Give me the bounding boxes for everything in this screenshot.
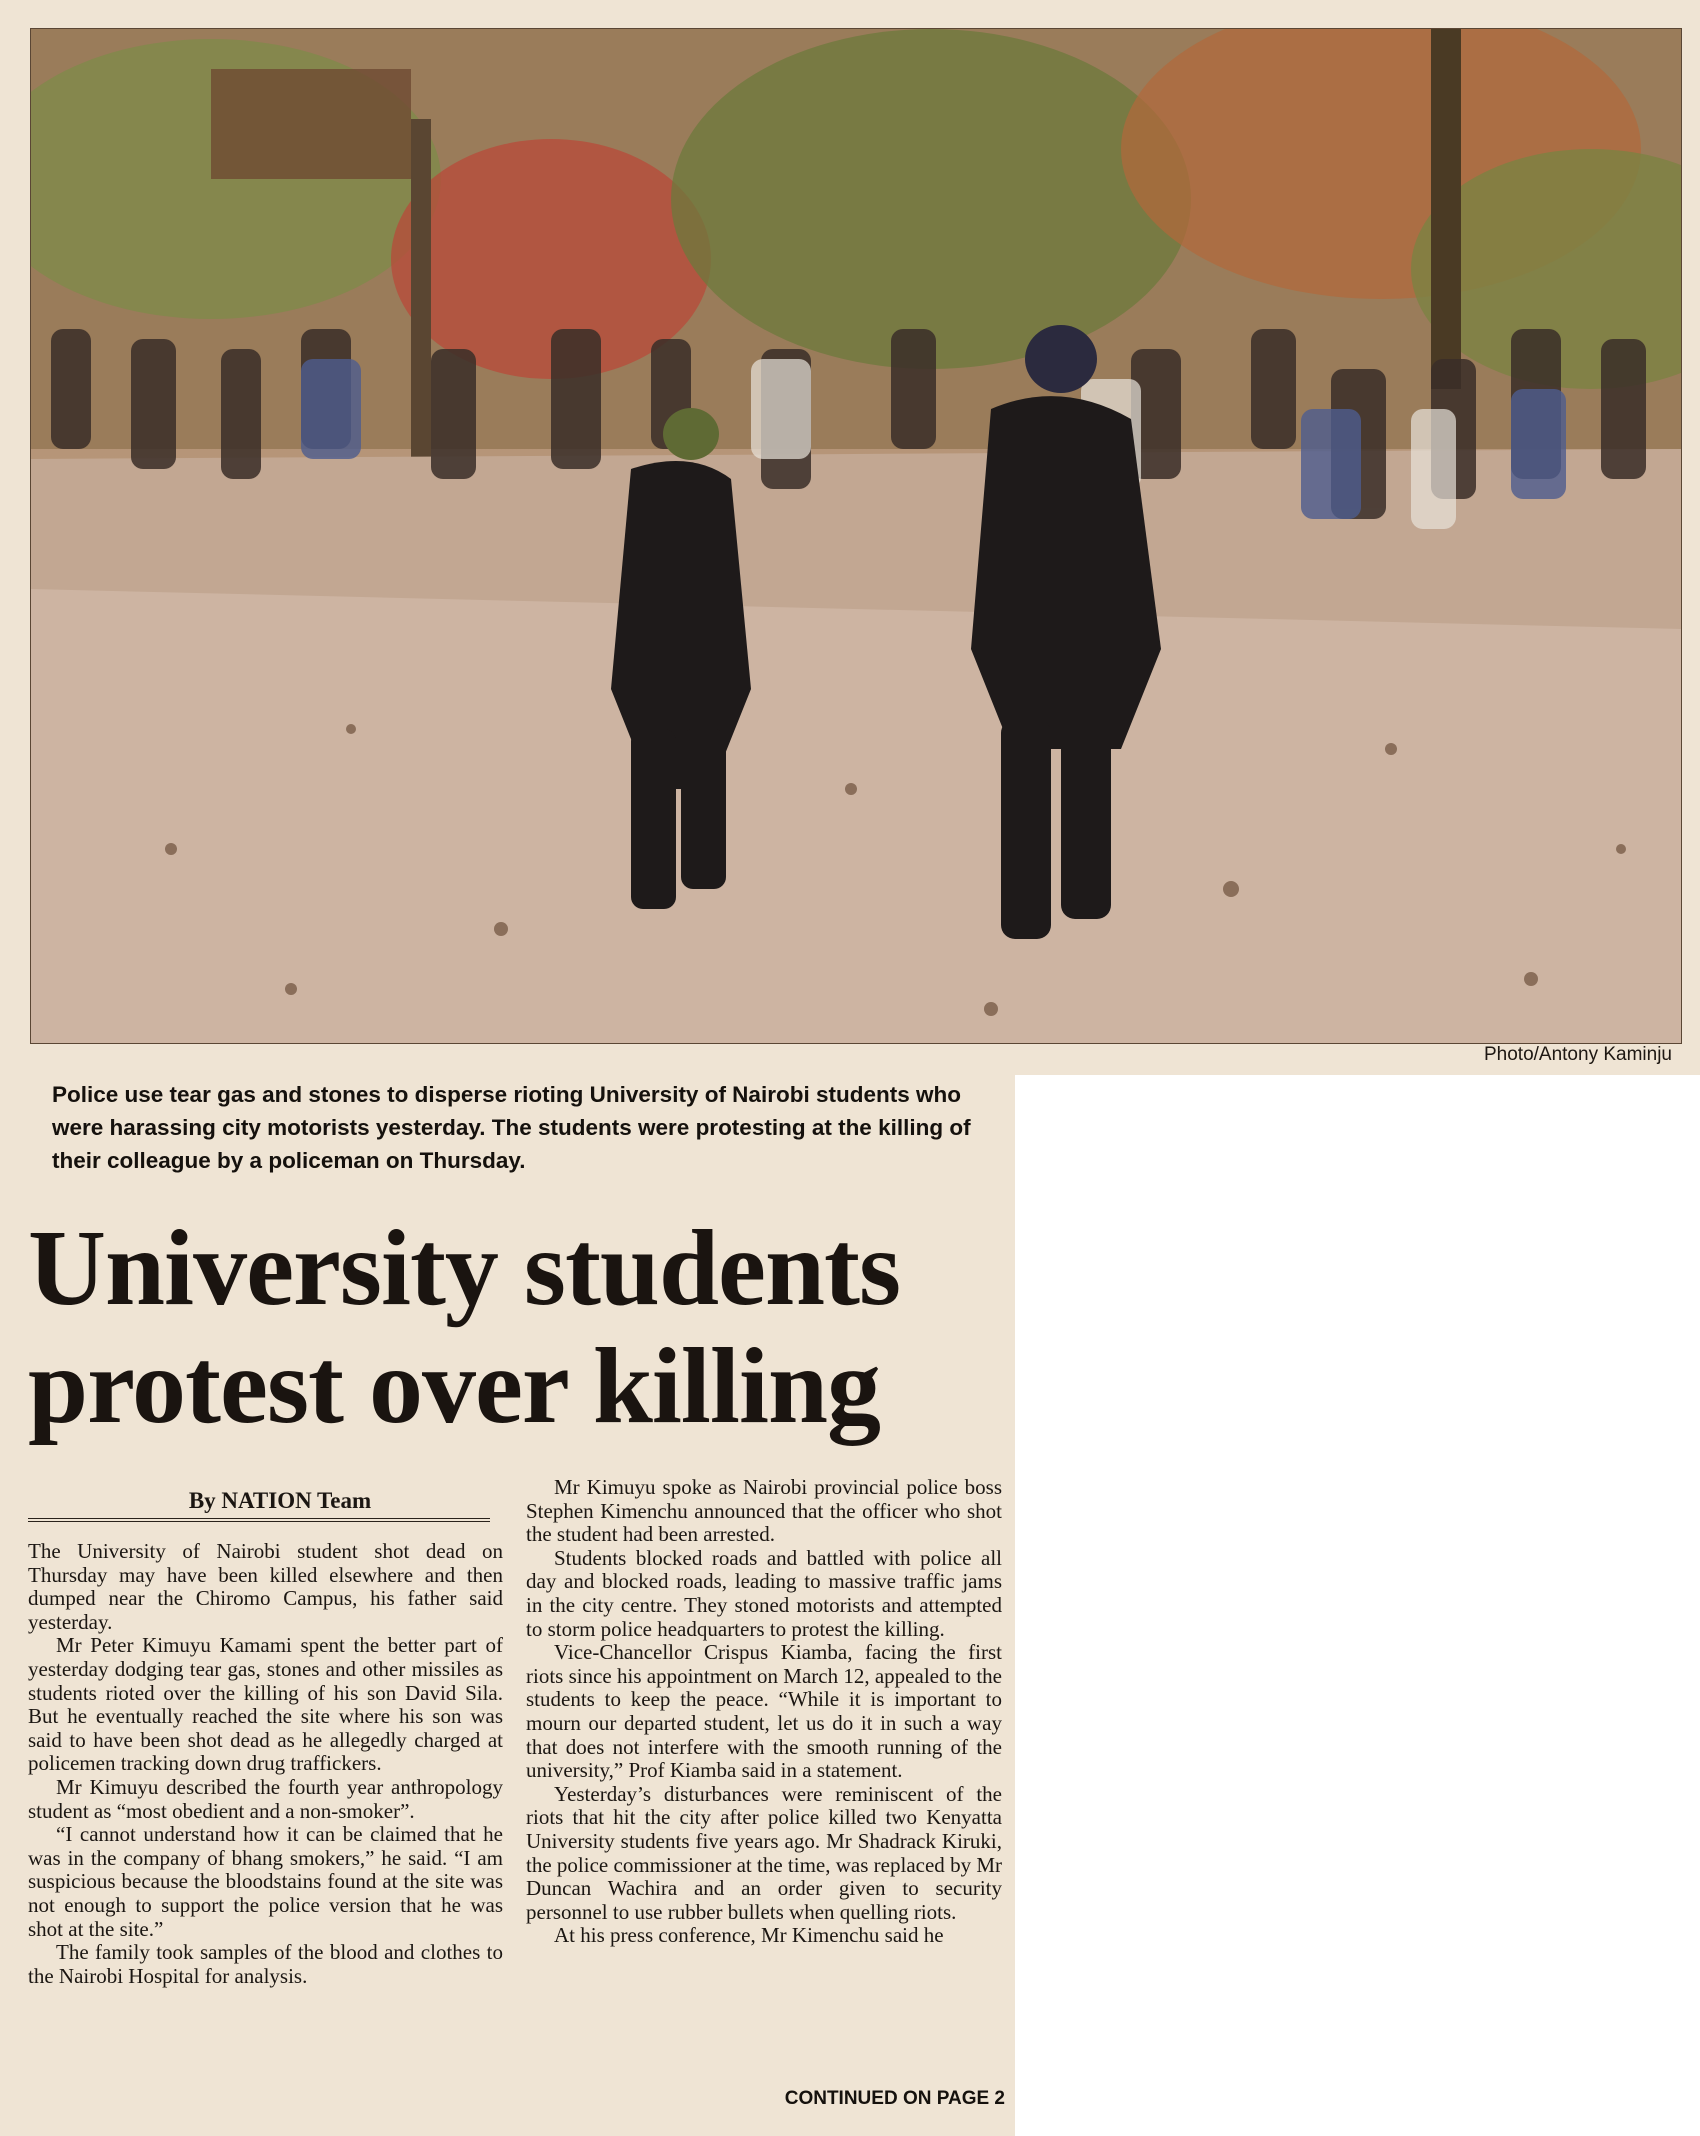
headline-line-1: University students	[28, 1209, 901, 1328]
byline: By NATION Team	[188, 1488, 372, 1513]
article-paragraph: At his press conference, Mr Kimenchu said he	[554, 1923, 944, 1948]
continued-on-page-note: CONTINUED ON PAGE 2	[784, 2088, 1005, 2109]
blank-margin	[1015, 1075, 1700, 2136]
headline-line-2: protest over killing	[28, 1327, 881, 1446]
article-paragraph: The University of Nairobi student shot dead on Thursday may have been killed elsewhere and then dumped near the Chiromo Campus, his father said yesterday.	[28, 1539, 503, 1634]
article-column-left	[28, 1540, 503, 1988]
article-paragraph: Mr Kimuyu described the fourth year anthropology student as “most obedient and a non-smoker”.	[28, 1774, 503, 1823]
article-paragraph: Students blocked roads and battled with police all day and blocked roads, leading to massive traffic jams in the city centre. They stoned motorists and attempted to storm police headquarters to protest the killing.	[526, 1545, 1002, 1641]
article-paragraph: Vice-Chancellor Crispus Kiamba, facing the first riots since his appointment on March 12, appealed to the students to keep the peace. “While it is important to mourn our departed student, let us do it in such a way that does not interfere with the smooth running of the university,” Prof Kiamba said in a statement.	[526, 1640, 1002, 1783]
article-paragraph: The family took samples of the blood and clothes to the Nairobi Hospital for analysis.	[28, 1940, 503, 1988]
article-column-right	[526, 1476, 1002, 1948]
riot-photo-illustration	[31, 29, 1681, 1043]
byline-rule	[28, 1518, 490, 1522]
photo-credit: Photo/Antony Kaminju	[1483, 1044, 1672, 1065]
article-paragraph: Mr Kimuyu spoke as Nairobi provincial police boss Stephen Kimenchu announced that the officer who shot the student had been arrested.	[526, 1475, 1002, 1547]
photo-caption: Police use tear gas and stones to disperse rioting University of Nairobi students who were harassing city motorists yesterday. The students were protesting at the killing of their colleague by a policeman on Thursday.	[52, 1082, 971, 1173]
headline	[28, 1210, 1013, 1446]
riot-photo	[30, 28, 1682, 1044]
article-paragraph: Mr Peter Kimuyu Kamami spent the better part of yesterday dodging tear gas, stones and other missiles as students rioted over the killing of his son David Sila. But he eventually reached the site where his son was said to have been shot dead as he allegedly charged at policemen tracking down drug traffickers.	[28, 1633, 503, 1776]
article-paragraph: “I cannot understand how it can be claimed that he was in the company of bhang smokers,” he said. “I am suspicious because the bloodstains found at the site was not enough to support the police version that he was shot at the site.”	[28, 1822, 503, 1941]
article-paragraph: Yesterday’s disturbances were reminiscent of the riots that hit the city after police killed two Kenyatta University students five years ago. Mr Shadrack Kiruki, the police commissioner at the time, was replaced by Mr Duncan Wachira and an order given to security personnel to use rubber bullets when quelling riots.	[526, 1781, 1002, 1924]
